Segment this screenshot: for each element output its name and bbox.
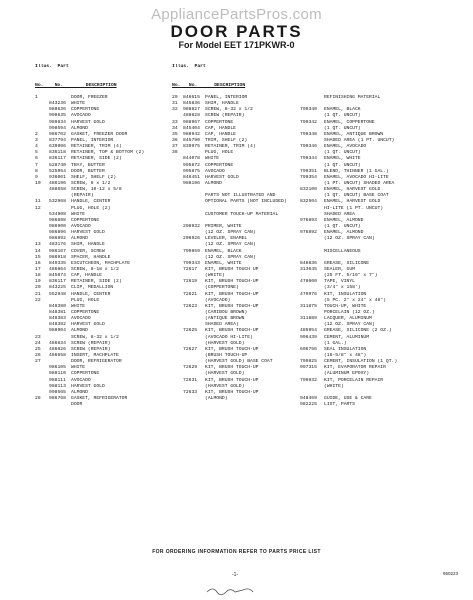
part-description: COPPERTONE [205,162,234,168]
part-number: 486196 [49,181,66,187]
part-description: AVOCADO [71,224,91,230]
part-row [172,199,296,205]
page-number: -1- [232,572,239,578]
part-number: 976892 [300,230,317,236]
part-description: (CARIBOU BROWN) [205,309,248,315]
part-description: KIT, BRUSH TOUCH-UP [205,328,259,334]
illus-number: 13 [35,242,41,248]
illus-number: 35 [172,131,178,137]
part-number: 986768 [49,395,66,401]
part-description: (HARVEST GOLD) [205,371,245,377]
parts-column-2 [172,52,296,402]
illus-number: 21 [35,291,41,297]
part-number: 836117 [49,279,66,285]
part-description: WHITE [205,156,220,162]
part-number: 976893 [300,217,317,223]
part-number: 799342 [300,119,317,125]
part-number: 986900 [49,224,66,230]
document-code: 950223 [443,571,459,576]
part-row [300,402,440,408]
part-description: (ANTIQUE BROWN [205,316,245,322]
part-row [172,396,296,402]
part-description: PLUG, HOLE [71,297,100,303]
part-description: SHIM, HANDLE [71,242,105,248]
part-description: KIT, BRUSH TOUCH-UP [205,291,259,297]
part-number: 848382 [49,322,66,328]
part-number: 485954 [300,328,317,334]
part-number: 528740 [49,162,66,168]
part-description: SHADED AREA (1 PT. UNCUT) [324,138,395,144]
part-description: KIT, EVAPORATOR REPAIR [324,365,386,371]
part-description: COPPERTONE [71,107,100,113]
part-number: 606756 [300,346,317,352]
part-description: (1 GAL.) [324,340,347,346]
part-description: HARVEST GOLD [205,174,239,180]
page-title: DOOR PARTS [170,22,303,41]
part-number: 998565 [49,389,66,395]
part-number: 479976 [300,291,317,297]
part-number: 486834 [49,340,66,346]
part-description: (16-5/8" x 48") [324,352,367,358]
part-number: 948469 [300,395,317,401]
part-number: 848836 [300,260,317,266]
part-description: SCREW, 8-32 x 1/2 [205,107,253,113]
part-number: 848380 [49,303,66,309]
part-description: COPPERTONE [71,217,100,223]
part-description: HI-LITE (1 PT. UNCUT) [324,205,384,211]
part-number: 486626 [49,346,66,352]
part-number: 799346 [300,144,317,150]
part-description: PANEL, INTERIOR [205,95,248,101]
part-number: 986702 [49,131,66,137]
part-number: 843225 [49,285,66,291]
part-number: 311875 [300,303,317,309]
part-number: 832504 [300,199,317,205]
part-number: 837794 [49,138,66,144]
illus-number: 38 [172,150,178,156]
part-number: 988942 [183,131,200,137]
part-description: ENAMEL, ANTIQUE BROWN [324,131,384,137]
part-number: 72621 [183,291,198,297]
part-number: 799825 [300,359,317,365]
part-description: SCREW, 8-18 x 1/2 [71,267,119,272]
part-description: RETAINER, TOP & BOTTOM (2) [71,150,145,156]
part-number: 486864 [49,267,66,272]
part-number: 525064 [49,168,66,174]
part-number: 486658 [49,352,66,358]
part-number: 988827 [183,107,200,113]
illus-number: 24 [35,340,41,346]
illus-number: 37 [172,144,178,150]
part-description: HARVEST GOLD [71,230,105,236]
illus-number: 15 [35,254,41,260]
part-description: WHITE [71,365,86,371]
column-spacer [300,64,440,70]
part-number: 799344 [300,156,317,162]
part-description: INSERT, MACHPLATE [71,352,119,358]
part-number: 799351 [300,168,317,174]
part-number: 839975 [183,144,200,150]
part-number: 72623 [183,303,198,309]
part-description: SHIM, HANDLE [205,101,239,107]
part-description: (HARVEST GOLD) [205,383,245,389]
part-description: CAP, HANDLE [205,131,236,137]
part-description: TRIM, SHELF (2) [205,138,248,144]
part-number: 72629 [183,365,198,371]
part-description: ENAMEL, WHITE [205,260,242,266]
part-number: 998594 [49,125,66,131]
part-number: 72633 [183,389,198,395]
part-description: PORCELAIN (12 OZ.) [324,309,375,315]
part-description: AVOCADO [71,113,91,119]
illus-number: 5 [35,150,38,156]
part-description: RETAINER, SIDE (2) [71,279,122,285]
part-number: 988110 [49,371,66,377]
part-description: (HARVEST GOLD) [205,340,245,346]
illus-number: 32 [172,107,178,113]
part-number: 836118 [49,150,66,156]
part-number: 982225 [300,402,317,408]
part-description: SHELF, SHELF (2) [71,174,117,180]
parts-column-3 [300,52,440,408]
illus-number: 2 [35,131,38,137]
part-description: TAPE, VINYL [324,279,355,285]
illus-number: 8 [35,168,38,174]
part-description: (25 FT. 5/16" x 7") [324,273,378,279]
part-number: 988904 [49,328,66,334]
part-number: 988111 [49,377,66,383]
part-description: LACQUER, ALUMINUM [324,316,372,322]
part-number: 843236 [49,101,66,107]
illus-number: 4 [35,144,38,150]
illus-number: 31 [172,101,178,107]
part-number: 72627 [183,346,198,352]
part-number: 206926 [183,236,200,242]
illus-number: 34 [172,125,178,131]
part-number: 313645 [300,267,317,272]
part-number: 845836 [183,101,200,107]
part-description: KIT, PORCELAIN REPAIR [324,377,384,383]
part-description: GREASE, SILICONE (2 OZ.) [324,328,392,334]
illus-number: 36 [172,138,178,144]
part-description: MISCELLANEOUS [324,248,361,254]
part-number: 72625 [183,328,198,334]
part-description: SHADED AREA [324,211,355,217]
part-description: (1 QT. UNCUT) [324,125,361,131]
part-number: 988967 [183,119,200,125]
part-number: 799348 [300,131,317,137]
part-description: (1 PT. UNCUT) SHADED AREA [324,181,395,187]
part-description: ENAMEL, AVOCADO HI-LITE [324,174,389,180]
part-description: LEVELER, ENAMEL [205,236,248,242]
part-description: ENAMEL, ALMOND [324,230,364,236]
part-description: SCREW (REPAIR) [205,113,245,119]
part-number: 998635 [49,113,66,119]
part-description: (COPPERTONE) [205,285,239,291]
part-number: 986898 [49,217,66,223]
part-number: 844078 [183,156,200,162]
part-number: 836117 [49,156,66,162]
part-description: SCREW, 8 x 1/2 [71,181,111,187]
illus-number: 6 [35,156,38,162]
part-description: (HARVEST GOLD) BASE COAT [205,359,273,365]
illus-number: 33 [172,119,178,125]
part-number: 995872 [183,162,200,168]
part-number: 488828 [183,113,200,119]
part-description: LIST, PARTS [324,402,355,408]
part-number: 848381 [49,309,66,315]
part-number: 72619 [183,279,198,285]
part-description: ENAMEL, AVOCADO [324,144,367,150]
part-number: 986105 [49,365,66,371]
part-description: (AVOCADO HI-LITE) [205,334,253,340]
part-description: (AVOCADO) [205,297,231,303]
column-spacer [300,83,440,89]
part-number: 995875 [183,168,200,174]
part-number: 846615 [183,95,200,101]
part-number: 996439 [300,334,317,340]
illus-number: 18 [35,273,41,279]
part-description: TOUCH-UP, WHITE [324,303,367,309]
part-description: SEAL INSULATION [324,346,367,352]
part-description: (1 QT. UNCUT) BASE COAT [324,193,389,199]
illus-number: 14 [35,248,41,254]
part-number: 848383 [49,316,66,322]
part-description: GUIDE, USE & CARE [324,395,372,401]
part-number: 799859 [183,248,200,254]
illus-number: 27 [35,359,41,365]
part-description: WHITE [71,101,86,107]
part-description: ENAMEL, BLACK [324,107,361,113]
part-number: 988113 [49,383,66,389]
part-description: (12 OZ. SPRAY CAN) [205,254,256,260]
illus-number: 25 [35,346,41,352]
part-description: CAP, HANDLE [205,125,236,131]
part-number: 846451 [183,174,200,180]
part-description: HANDLE, CENTER [71,291,111,297]
part-description: COVER, SCREW [71,248,105,254]
part-description: AVOCADO [71,316,91,322]
part-description: PANEL, INTERIOR [71,138,114,144]
part-number: 845790 [183,138,200,144]
part-number: 849335 [49,260,66,266]
part-description: (REPAIR) [71,193,94,199]
part-number: 799354 [300,174,317,180]
illus-number: 7 [35,162,38,168]
part-description: ALMOND [71,389,88,395]
part-description: (1 QT. UNCUT) [324,162,361,168]
part-description: ALMOND [71,236,88,242]
part-description: SCREW (REPAIR) [71,346,111,352]
part-number: 986167 [49,248,66,254]
part-description: AVOCADO [71,377,91,383]
illus-number: 10 [35,181,41,187]
column-header: Illus. Part [35,64,69,70]
part-description: ESCUTCHEON, MACHPLATE [71,260,131,266]
part-description: (1 QT. UNCUT) [324,150,361,156]
part-description: ENAMEL, HARVEST GOLD [324,199,381,205]
part-description: GASKET, REFRIGERATOR [71,395,128,401]
part-description: ALMOND [71,328,88,334]
part-number: 72617 [183,267,198,272]
part-description: CUSTOMER TOUCH-UP MATERIAL [205,211,279,217]
illus-number: 17 [35,267,41,272]
watermark: AppliancePartsPros.com [151,6,322,23]
part-number: 311889 [300,316,317,322]
part-number: 989634 [49,119,66,125]
part-description: DOOR, BUTTER [71,168,105,174]
part-description: (1 QT. UNCUT) [324,113,361,119]
part-description: (1 QT. UNCUT) [324,224,361,230]
part-description: PLUG, HOLE (2) [71,205,111,211]
part-description: CAP, HANDLE [71,273,102,279]
illus-number: 20 [35,285,41,291]
part-number: 799832 [300,377,317,383]
part-description: AVOCADO [205,168,225,174]
part-description: (12 OZ. SPRAY CAN) [205,230,256,236]
part-description: KIT, BRUSH TOUCH-UP [205,365,259,371]
part-description: GREASE, SILICONE [324,260,370,266]
part-description: CEMENT, ALUMINUM [324,334,370,340]
part-description: HARVEST GOLD [71,322,105,328]
part-description: ENAMEL, HARVEST GOLD [324,187,381,193]
column-header: Illus. Part [172,64,206,70]
illus-number: 3 [35,138,38,144]
part-description: PLUG, HOLE [205,150,234,156]
part-description: KIT, BRUSH TOUCH-UP [205,389,259,395]
illus-number: 16 [35,260,41,266]
part-description: GASKET, FREEZER DOOR [71,131,128,137]
part-description: (3/4" x 158') [324,285,361,291]
part-number: 845404 [183,125,200,131]
part-description: ALMOND [205,181,222,187]
part-description: SCREW (REPAIR) [71,340,111,346]
part-description: RETAINER, SIDE (2) [71,156,122,162]
part-description: (BRUSH TOUCH-UP [205,352,248,358]
part-description: BLEND, THINNER (1 GAL.) [324,168,389,174]
part-description: CEMENT, INSULATION (1 QT.) [324,359,398,365]
part-number: 986896 [49,230,66,236]
part-number: 986892 [49,236,66,242]
part-description: COPPERTONE [71,309,100,315]
part-description: ENAMEL, WHITE [324,156,361,162]
part-description: SPACER, HANDLE [71,254,111,260]
part-number: 208932 [183,224,200,230]
parts-column-1 [35,52,167,408]
part-number: 997315 [300,365,317,371]
part-description: HANDLE, CENTER [71,199,111,205]
part-description: KIT, BRUSH TOUCH-UP [205,303,259,309]
illus-number: 23 [35,334,41,340]
part-description: KIT, BRUSH TOUCH-UP [205,279,259,285]
part-number: 532968 [49,199,66,205]
part-number: 72631 [183,377,198,383]
illus-number: 9 [35,174,38,180]
part-description: OPTIONAL PARTS (NOT INCLUDED) [205,199,287,205]
part-number: 832100 [300,187,317,193]
illus-number: 28 [35,395,41,401]
part-description: HARVEST GOLD [71,119,105,125]
part-number: 552948 [49,291,66,297]
illus-number: 26 [35,352,41,358]
part-number: 534908 [49,211,66,217]
ordering-footer: FOR ORDERING INFORMATION REFER TO PARTS PRICE LIST [152,549,321,555]
part-number: 799343 [183,260,200,266]
part-description: ALMOND [71,125,88,131]
part-description: (WHITE) [324,383,344,389]
part-description: SCREW, 10-12 x 5/8 [71,187,122,193]
part-description: TRAY, BUTTER [71,162,105,168]
part-description: CLIP, MEDALLION [71,285,114,291]
part-description: (12 OZ. SPRAY CAN) [324,322,375,328]
part-description: COPPERTONE [205,119,234,125]
part-description: KIT, BRUSH TOUCH UP [205,267,259,272]
illus-number: 1 [35,95,38,101]
part-description: SHADED AREA) [205,322,239,328]
part-description: PRIMER, WHITE [205,224,242,230]
part-description: REFINISHING MATERIAL [324,95,381,101]
part-number: 986918 [49,254,66,260]
handwritten-mark [205,584,265,596]
part-description: KIT, BRUSH TOUCH-UP [205,377,259,383]
part-description: ENAMEL, COPPERTONE [324,119,375,125]
part-description: DOOR, REFRIGERATOR [71,359,122,365]
part-description: (ALMOND) [205,395,228,401]
part-description: (5 PC. 2" x 24" x 48") [324,297,386,303]
part-number: 639906 [49,144,66,150]
part-description: WHITE [71,211,86,217]
part-description: COPPERTONE [71,371,100,377]
part-description: KIT, BRUSH TOUCH-UP [205,346,259,352]
part-description: SCREW, 8-32 x 1/2 [71,334,119,340]
part-description: (12 OZ. SPRAY CAN) [324,236,375,242]
part-description: RETAINER, TRIM (4) [205,144,256,150]
part-description: ENAMEL, ALMOND [324,217,364,223]
column-header: No. No. DESCRIPTION [172,82,246,88]
illus-number: 22 [35,297,41,303]
part-number: 488658 [49,187,66,193]
part-number: 799340 [300,107,317,113]
part-description: KIT, INSULATION [324,291,367,297]
part-description: HARVEST GOLD [71,383,105,389]
illus-number: 12 [35,205,41,211]
part-description: WHITE [71,303,86,309]
illus-number: 29 [172,95,178,101]
part-number: 478600 [300,279,317,285]
part-number: 988636 [49,107,66,113]
part-number: 483176 [49,242,66,248]
part-description: (ALUMINUM EPOXY) [324,371,370,377]
page-subtitle: For Model EET 171PKWR-0 [178,40,295,50]
part-description: RETAINER, TRIM (4) [71,144,122,150]
part-number: 936001 [49,174,66,180]
part-description: DOOR, FREEZER [71,95,108,101]
part-number: 845874 [49,273,66,279]
part-description: (WHITE) [205,273,225,279]
part-row [35,402,167,408]
part-description: SEALER, GUM [324,267,355,272]
part-row [172,212,296,218]
part-description: DOOR [71,402,83,408]
illus-number: 11 [35,199,41,205]
part-description: (12 OZ. SPRAY CAN) [205,242,256,248]
part-description: ENAMEL, BLACK [205,248,242,254]
part-description: PARTS NOT ILLUSTRATED AND [205,193,276,199]
column-header: No. No. DESCRIPTION [35,82,117,88]
part-number: 988196 [183,181,200,187]
illus-number: 19 [35,279,41,285]
